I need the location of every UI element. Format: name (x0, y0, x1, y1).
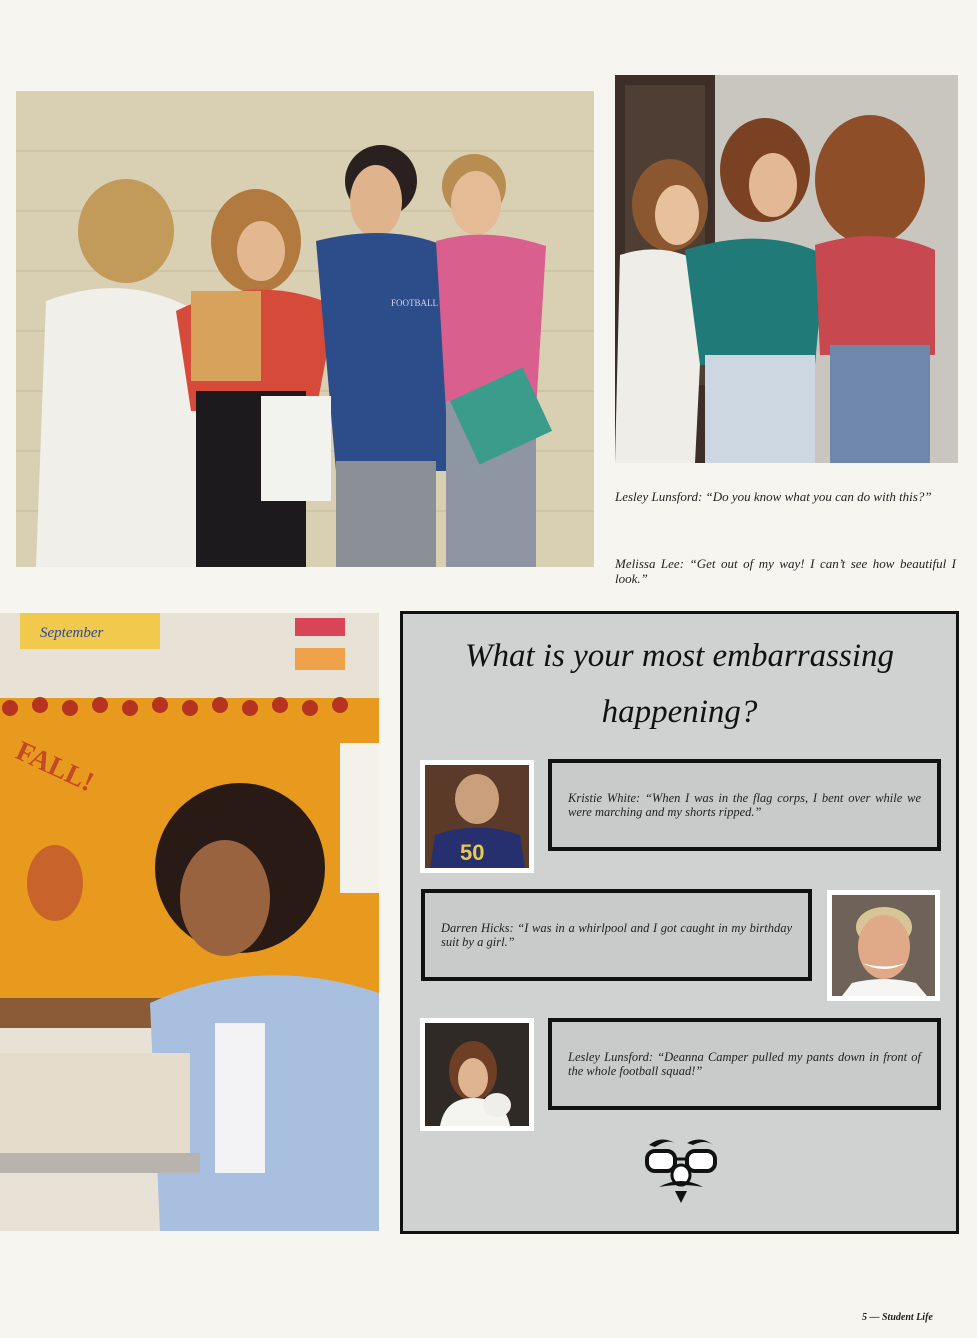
quote-lesley (548, 1018, 941, 1110)
headshot-kristie (420, 760, 534, 873)
caption-lesley: Lesley Lunsford: “Do you know what you can do with this?” (615, 489, 932, 504)
bulletin-text: FALL! (11, 735, 99, 799)
page-folio: 5 — Student Life (862, 1312, 933, 1323)
question-panel (400, 611, 959, 1234)
headshot-darren (827, 890, 940, 1001)
quote-text: Lesley Lunsford: “Deanna Camper pulled my pants down in front of the whole football squad!” (568, 1050, 921, 1078)
groucho-glasses-icon (641, 1133, 721, 1205)
quote-text: Kristie White: “When I was in the flag corps, I bent over while we were marching and my shorts ripped.” (568, 791, 921, 819)
quote-darren (421, 889, 812, 981)
panel-title: What is your most embarrassing happening? (464, 638, 895, 730)
headshot-lesley (420, 1018, 534, 1131)
caption-melissa: Melissa Lee: “Get out of my way! I can’t see how beautiful I look.” (615, 556, 956, 586)
quote-kristie (548, 759, 941, 851)
quote-text: Darren Hicks: “I was in a whirlpool and I got caught in my birthday suit by a girl.” (441, 921, 792, 949)
mirror-photo (615, 75, 958, 463)
banner-text: September (40, 625, 104, 641)
hallway-photo (16, 91, 594, 567)
classroom-photo (0, 613, 379, 1231)
shirt-print: FOOTBALL (391, 298, 438, 308)
jersey-number: 50 (460, 840, 485, 865)
